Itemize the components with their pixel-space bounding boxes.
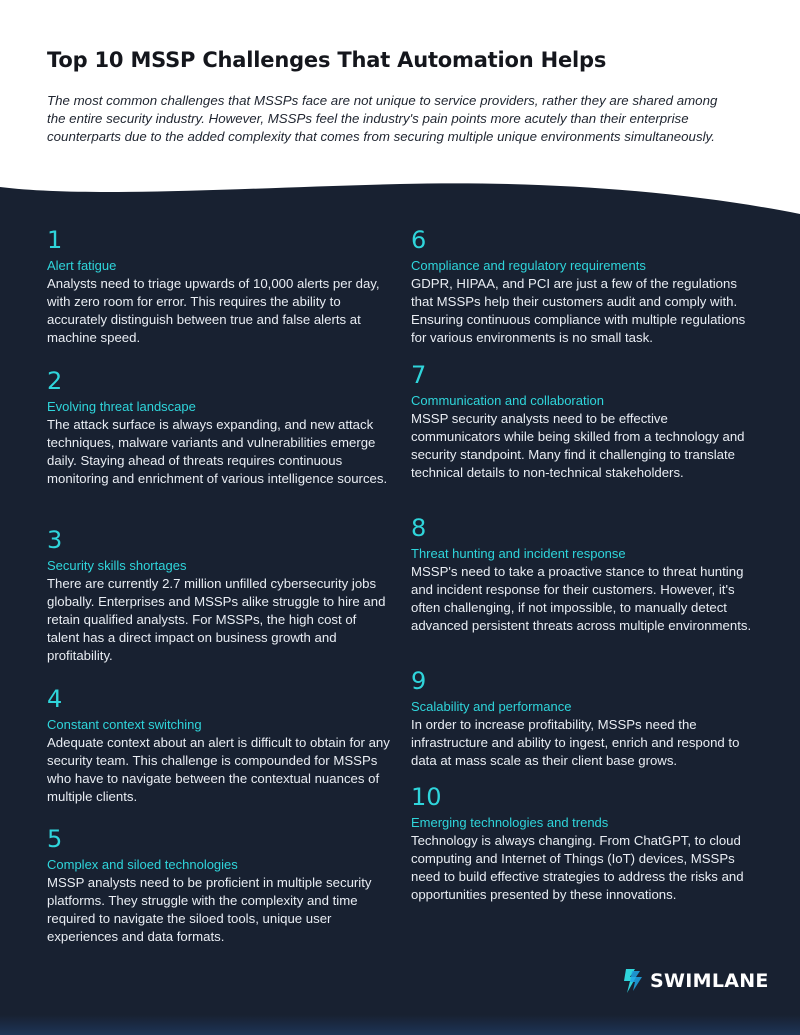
challenge-text: In order to increase profitability, MSSPs need the infrastructure and ability to ingest, enrich and respond to data at mass scale as their client base grows. — [411, 717, 740, 768]
challenge-item — [411, 512, 756, 635]
challenge-item — [411, 781, 756, 904]
challenge-title: Alert fatigue — [47, 258, 117, 273]
challenge-title: Threat hunting and incident response — [411, 546, 626, 561]
challenge-number: 6 — [411, 226, 427, 254]
challenge-number: 9 — [411, 667, 427, 695]
challenge-item — [47, 683, 392, 806]
challenge-number: 10 — [411, 783, 442, 811]
challenge-number: 8 — [411, 514, 427, 542]
challenge-title: Evolving threat landscape — [47, 399, 196, 414]
challenge-text: MSSP's need to take a proactive stance to threat hunting and incident response for their customers. However, it's often challenging, if not impossible, to manually detect advanced persistent threats across multiple environments. — [411, 564, 752, 633]
challenge-title: Communication and collaboration — [411, 393, 604, 408]
challenge-title: Emerging technologies and trends — [411, 815, 609, 830]
challenge-item — [47, 224, 392, 347]
challenge-text: Technology is always changing. From ChatGPT, to cloud computing and Internet of Things (IoT) devices, MSSPs need to build effective strategies to address the risks and opportunities presented by these innovations. — [411, 833, 744, 902]
challenge-title: Security skills shortages — [47, 558, 187, 573]
challenge-number: 5 — [47, 825, 63, 853]
swimlane-logo — [623, 968, 769, 994]
intro-paragraph: The most common challenges that MSSPs face are not unique to service providers, rather they are shared among the entire security industry. However, MSSPs feel the industry's pain points more acutely than their enterprise counterparts due to the added complexity that comes from securing multiple unique environments simultaneously. — [47, 93, 718, 144]
challenge-title: Complex and siloed technologies — [47, 857, 238, 872]
challenge-text: The attack surface is always expanding, and new attack techniques, malware variants and vulnerabilities emerge daily. Staying ahead of threats requires continuous monitoring and enrichment of various intelligence sources. — [47, 417, 388, 486]
challenge-text: MSSP security analysts need to be effective communicators while being skilled from a technology and security standpoint. Many find it challenging to translate technical details to non-technical stakeholders. — [411, 411, 745, 480]
challenge-item — [47, 365, 392, 488]
challenge-text: MSSP analysts need to be proficient in multiple security platforms. They struggle with the complexity and time required to navigate the siloed tools, unique user experiences and data formats. — [47, 875, 372, 944]
challenge-title: Scalability and performance — [411, 699, 572, 714]
challenge-title: Constant context switching — [47, 717, 202, 732]
challenge-text: GDPR, HIPAA, and PCI are just a few of the regulations that MSSPs help their customers audit and comply with. Ensuring continuous compliance with multiple regulations for various environments is no small task. — [411, 276, 746, 345]
challenge-item — [411, 665, 756, 770]
challenge-number: 1 — [47, 226, 63, 254]
challenge-number: 7 — [411, 361, 427, 389]
challenge-text: Analysts need to triage upwards of 10,000 alerts per day, with zero room for error. This requires the ability to accurately distinguish between true and false alerts at machine speed. — [47, 276, 380, 345]
challenge-number: 2 — [47, 367, 63, 395]
challenge-number: 3 — [47, 526, 63, 554]
challenge-text: Adequate context about an alert is difficult to obtain for any security team. This challenge is compounded for MSSPs who have to navigate between the contextual nuances of multiple clients. — [47, 735, 390, 804]
logo-text: SWIMLANE — [650, 970, 769, 992]
bottom-gradient — [0, 1015, 800, 1035]
header-section — [0, 0, 800, 215]
challenge-text: There are currently 2.7 million unfilled cybersecurity jobs globally. Enterprises and MSSPs alike struggle to hire and retain qualified analysts. For MSSPs, the high cost of talent has a direct impact on business growth and profitability. — [47, 576, 386, 663]
challenge-item — [411, 224, 756, 347]
challenge-item — [47, 524, 392, 665]
challenge-title: Compliance and regulatory requirements — [411, 258, 646, 273]
challenge-number: 4 — [47, 685, 63, 713]
challenge-item — [47, 823, 392, 946]
challenge-item — [411, 359, 756, 482]
page-title: Top 10 MSSP Challenges That Automation Helps — [47, 48, 607, 72]
swimlane-logo-icon — [623, 968, 643, 994]
